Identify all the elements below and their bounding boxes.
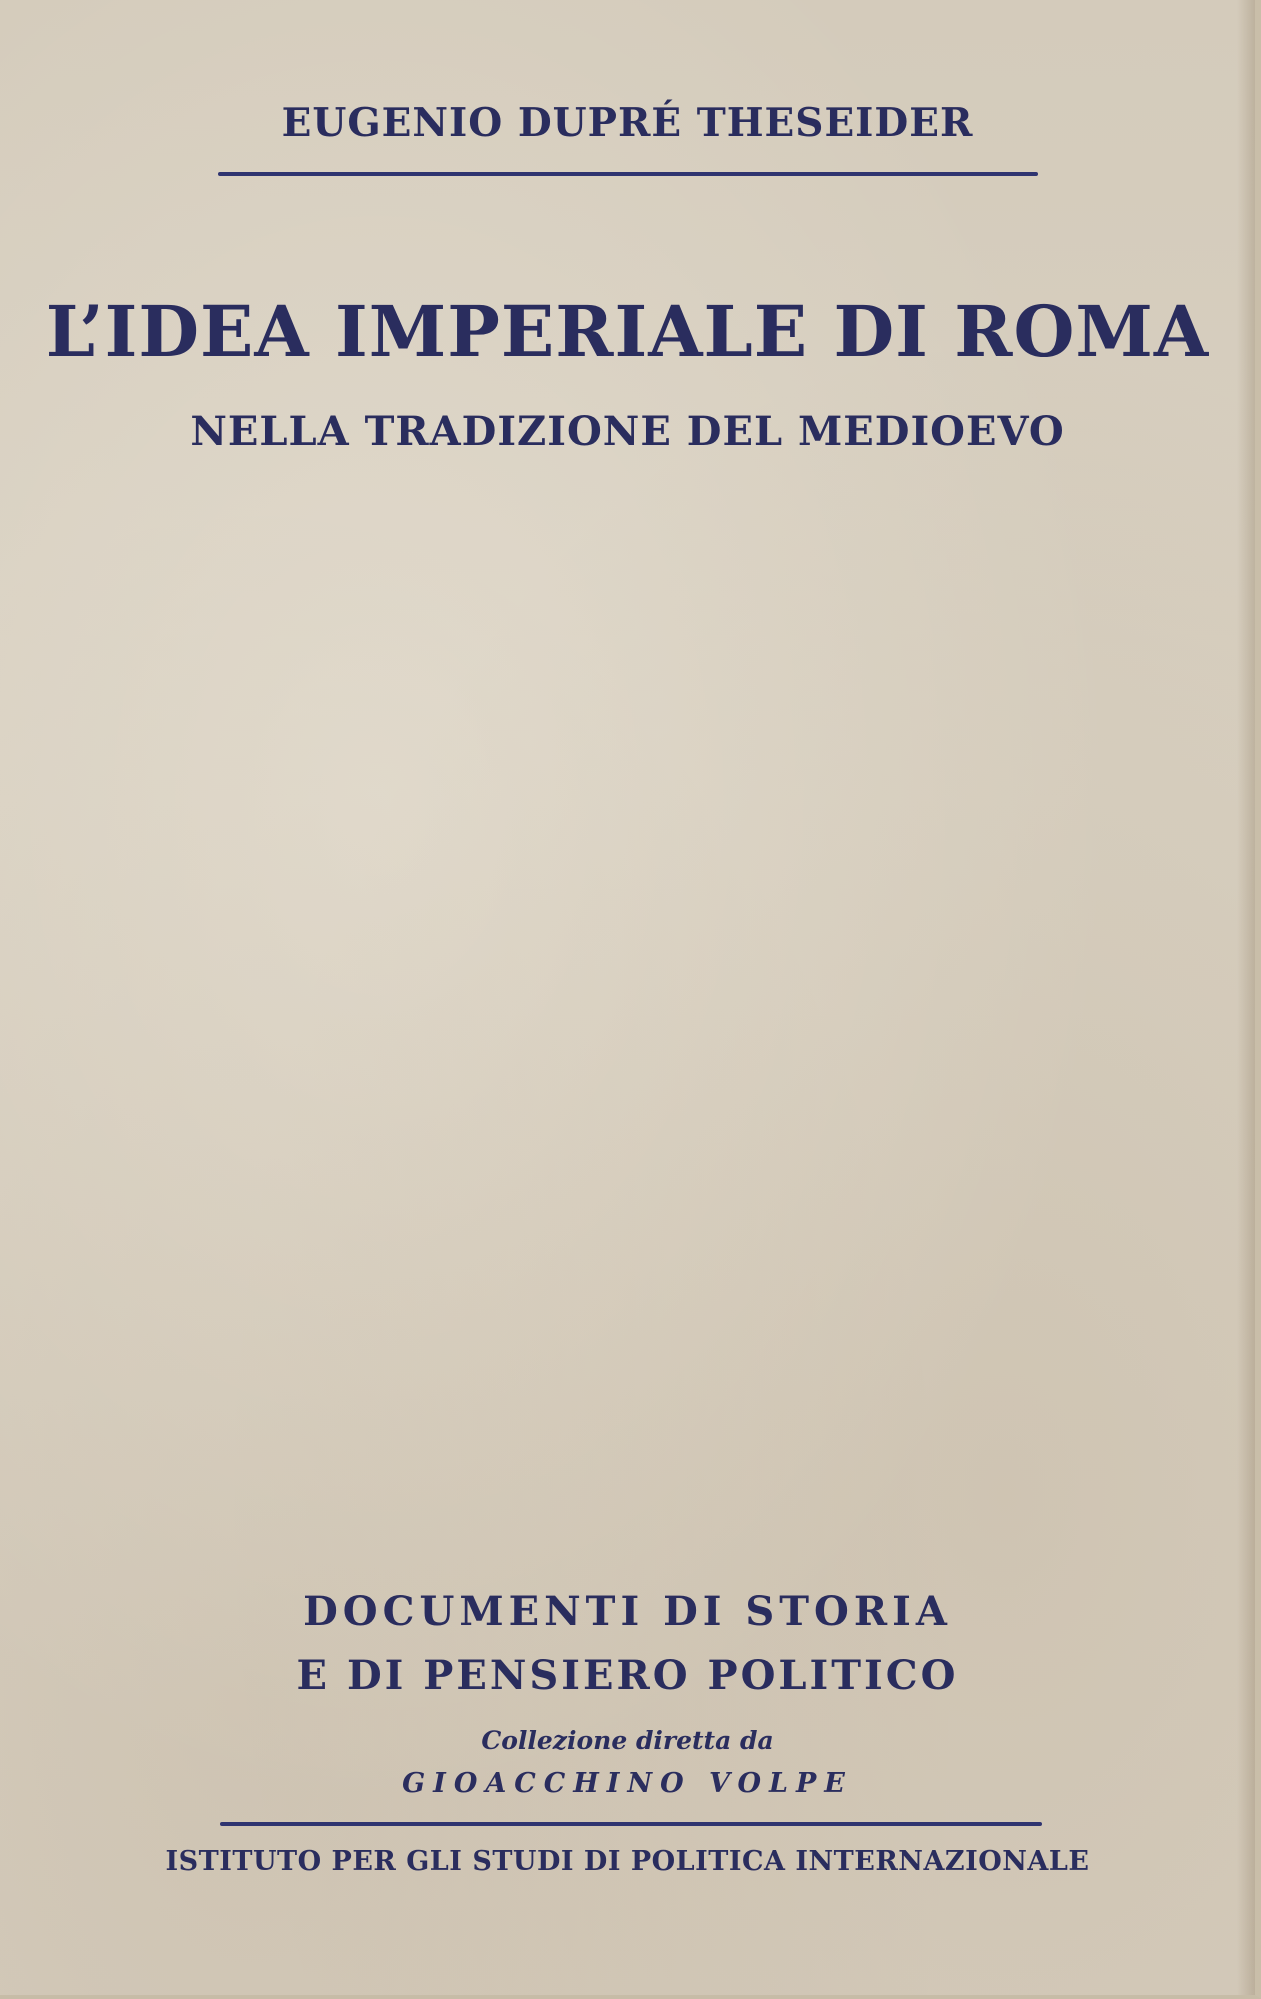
author-name: EUGENIO DUPRÉ THESEIDER [281,100,974,146]
book-subtitle: NELLA TRADIZIONE DEL MEDIOEVO [190,408,1065,455]
publisher-name: ISTITUTO PER GLI STUDI DI POLITICA INTERNAZIONALE [165,1846,1090,1877]
series-editor: GIOACCHINO VOLPE [402,1768,853,1799]
collection-note: Collezione diretta da [481,1726,774,1755]
bottom-divider-rule [220,1822,1042,1826]
series-title-line-2: E DI PENSIERO POLITICO [296,1652,959,1699]
series-title-line-1: DOCUMENTI DI STORIA [303,1588,952,1635]
top-divider-rule [218,172,1038,176]
book-title: L’IDEA IMPERIALE DI ROMA [45,290,1210,373]
